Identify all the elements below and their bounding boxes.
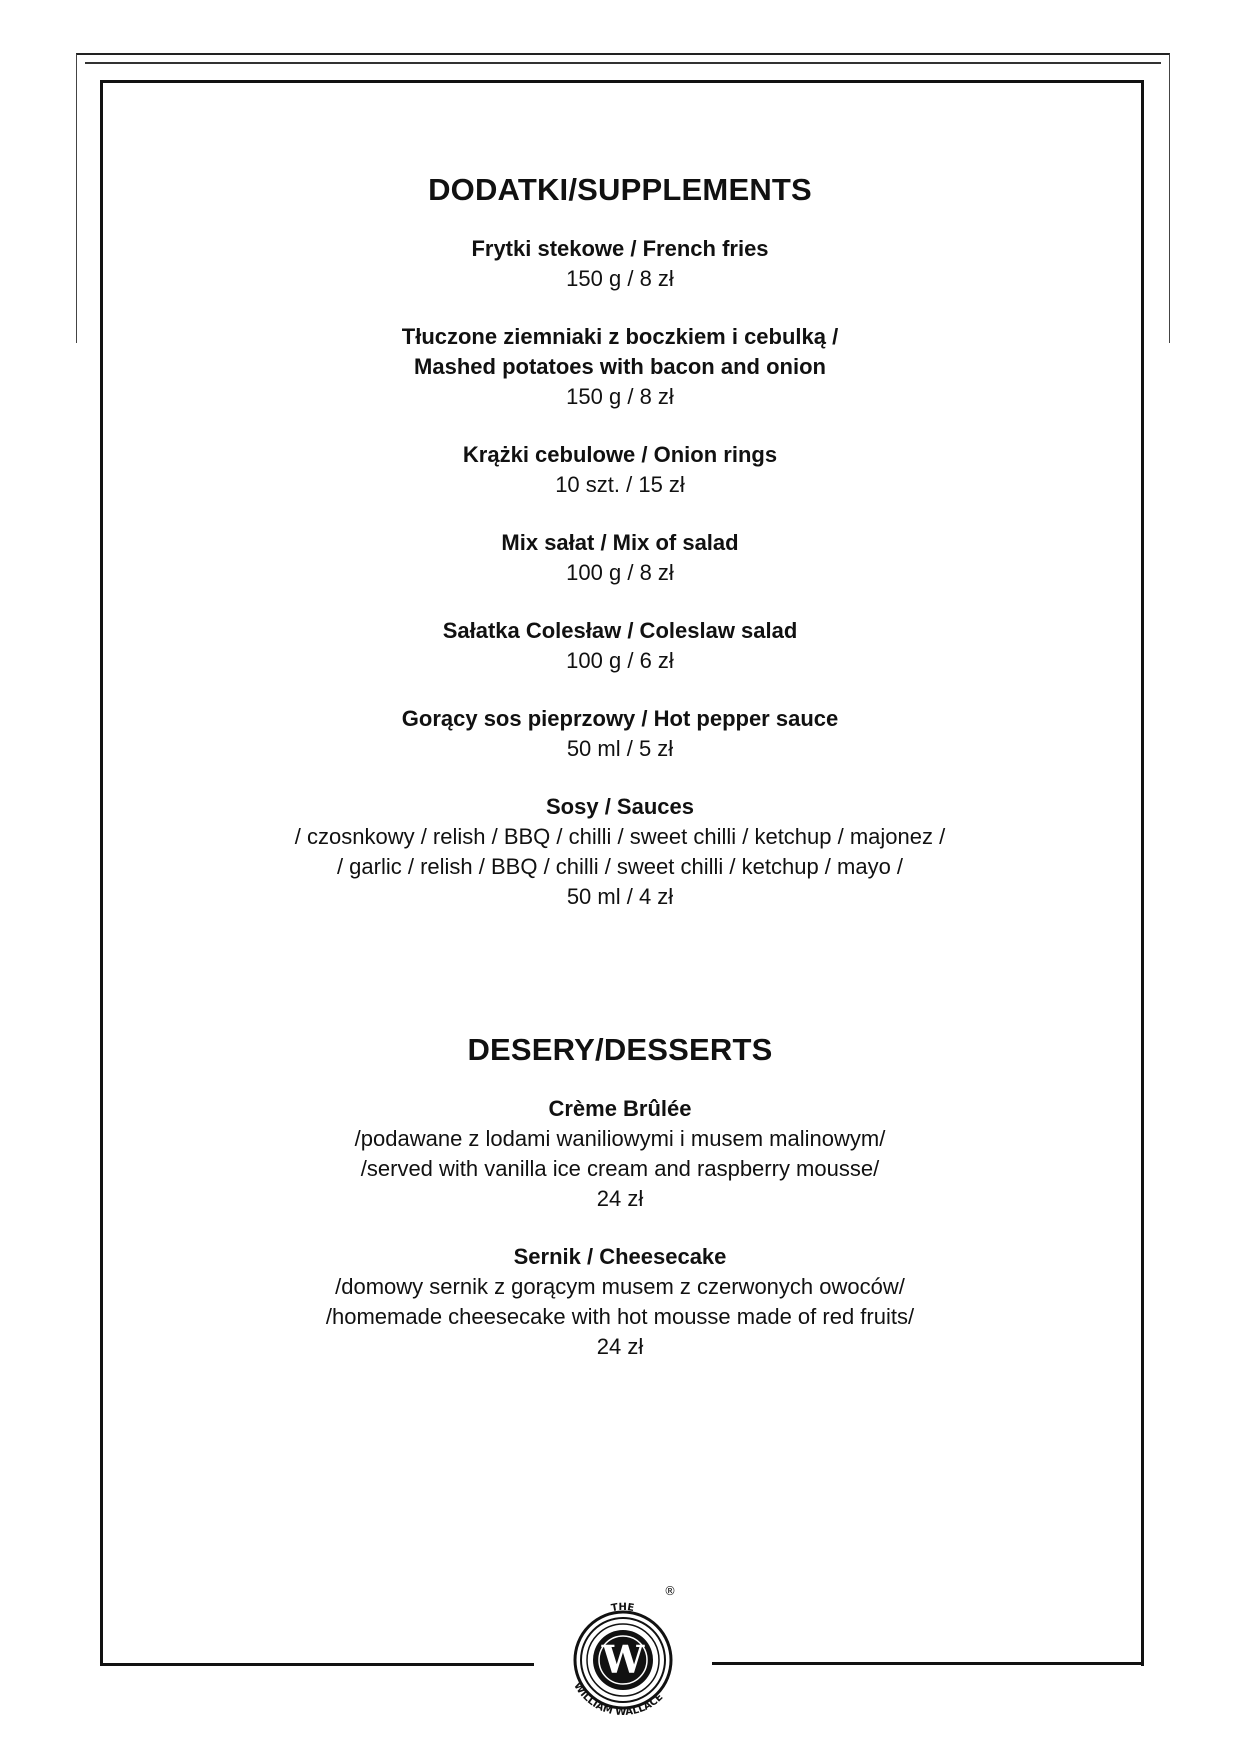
item-name: Mix sałat / Mix of salad (501, 530, 739, 555)
item-name-line2: Mashed potatoes with bacon and onion (414, 354, 826, 379)
menu-item (180, 528, 1060, 588)
item-name: Gorący sos pieprzowy / Hot pepper sauce (401, 706, 839, 731)
menu-item (180, 234, 1060, 294)
section-spacer (180, 940, 1060, 1030)
item-detail: 50 ml / 5 zł (566, 736, 674, 761)
item-name: Sałatka Colesław / Coleslaw salad (442, 618, 798, 643)
item-detail: 150 g / 8 zł (566, 384, 674, 409)
logo-text-bottom: WILLIAM WALLACE (571, 1680, 666, 1719)
menu-item (180, 1094, 1060, 1214)
sauce-list-pl: / czosnkowy / relish / BBQ / chilli / sweet chilli / ketchup / majonez / (294, 824, 946, 849)
item-description-en: /served with vanilla ice cream and raspberry mousse/ (360, 1156, 880, 1181)
sauce-list-en: / garlic / relish / BBQ / chilli / sweet chilli / ketchup / mayo / (336, 854, 904, 879)
item-name: Sernik / Cheesecake (513, 1244, 727, 1269)
frame-outer-line (85, 62, 1161, 64)
menu-item (180, 322, 1060, 412)
item-description-pl: /podawane z lodami waniliowymi i musem malinowym/ (354, 1126, 886, 1151)
menu-item (180, 616, 1060, 676)
item-name: Crème Brûlée (548, 1096, 692, 1121)
frame-bottom-left (100, 1663, 534, 1666)
item-description-en: /homemade cheesecake with hot mousse made of red fruits/ (325, 1304, 915, 1329)
item-description-pl: /domowy sernik z gorącym musem z czerwonych owoców/ (335, 1274, 905, 1299)
registered-mark: ® (664, 1584, 676, 1598)
section-title-supplements: DODATKI/SUPPLEMENTS (428, 172, 812, 207)
item-price: 24 zł (596, 1186, 644, 1211)
item-detail: 100 g / 8 zł (566, 560, 674, 585)
menu-item-sauces (180, 792, 1060, 912)
section-title-desserts: DESERY/DESSERTS (467, 1032, 773, 1067)
menu-content (180, 170, 1060, 1390)
item-detail: 150 g / 8 zł (566, 266, 674, 291)
menu-item (180, 704, 1060, 764)
item-name: Sosy / Sauces (546, 794, 694, 819)
item-detail: 50 ml / 4 zł (566, 884, 674, 909)
menu-item (180, 440, 1060, 500)
logo-letter: W (601, 1637, 645, 1682)
item-name: Frytki stekowe / French fries (471, 236, 769, 261)
item-detail: 10 szt. / 15 zł (555, 472, 685, 497)
item-detail: 100 g / 6 zł (566, 648, 674, 673)
item-name-line1: Tłuczone ziemniaki z boczkiem i cebulką / (401, 324, 839, 349)
menu-item (180, 1242, 1060, 1362)
william-wallace-logo-icon (548, 1580, 698, 1730)
item-name: Krążki cebulowe / Onion rings (462, 442, 778, 467)
frame-bottom-right (712, 1662, 1144, 1665)
logo-text-top: THE (610, 1601, 635, 1615)
item-price: 24 zł (596, 1334, 644, 1359)
